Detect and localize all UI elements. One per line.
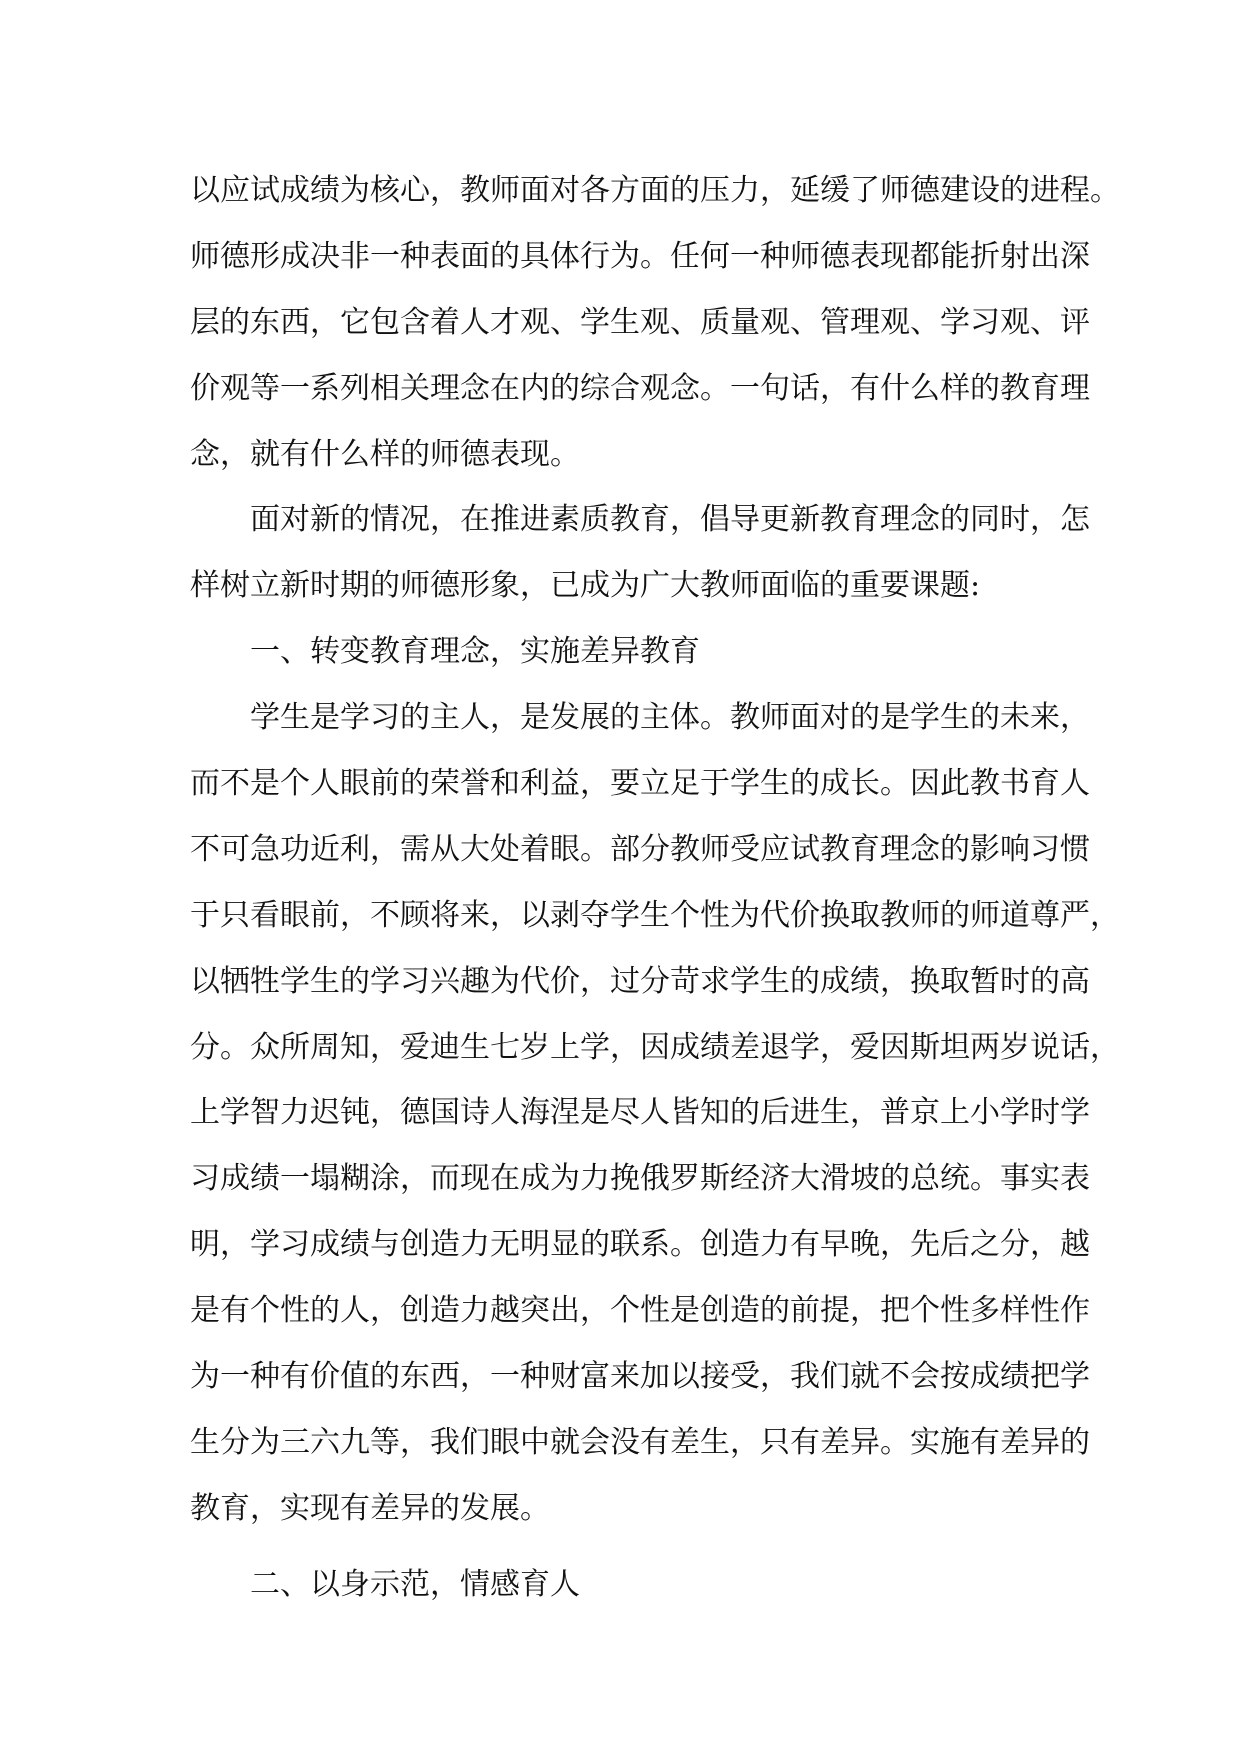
text-line: 师德形成决非一种表面的具体行为。任何一种师德表现都能折射出深	[190, 238, 1090, 274]
text-line: 样树立新时期的师德形象，已成为广大教师面临的重要课题:	[190, 568, 981, 604]
text-line: 是有个性的人，创造力越突出，个性是创造的前提，把个性多样性作	[190, 1293, 1090, 1329]
text-line: 价观等一系列相关理念在内的综合观念。一句话，有什么样的教育理	[190, 370, 1090, 406]
text-line: 不可急功近利，需从大处着眼。部分教师受应试教育理念的影响习惯	[190, 831, 1090, 867]
text-line: 分。众所周知，爱迪生七岁上学，因成绩差退学，爱因斯坦两岁说话，	[190, 1029, 1120, 1065]
text-line: 明，学习成绩与创造力无明显的联系。创造力有早晚，先后之分，越	[190, 1227, 1090, 1263]
text-line: 而不是个人眼前的荣誉和利益，要立足于学生的成长。因此教书育人	[190, 766, 1090, 802]
paragraph	[190, 487, 1090, 619]
section-heading: 二、以身示范，情感育人	[250, 1566, 580, 1602]
section-heading: 一、转变教育理念，实施差异教育	[250, 634, 700, 670]
text-line: 念，就有什么样的师德表现。	[190, 436, 580, 472]
text-line: 以牺牲学生的学习兴趣为代价，过分苛求学生的成绩，换取暂时的高	[190, 963, 1090, 999]
text-line: 面对新的情况，在推进素质教育，倡导更新教育理念的同时，怎	[250, 502, 1090, 538]
text-line: 教育，实现有差异的发展。	[190, 1490, 550, 1526]
text-line: 习成绩一塌糊涂，而现在成为力挽俄罗斯经济大滑坡的总统。事实表	[190, 1161, 1090, 1197]
text-line: 为一种有价值的东西，一种财富来加以接受，我们就不会按成绩把学	[190, 1359, 1090, 1395]
paragraph	[190, 158, 1120, 487]
paragraph	[190, 685, 1120, 1542]
text-line: 层的东西，它包含着人才观、学生观、质量观、管理观、学习观、评	[190, 304, 1090, 340]
paragraph-spacer	[190, 1542, 1056, 1552]
text-line: 于只看眼前，不顾将来，以剥夺学生个性为代价换取教师的师道尊严，	[190, 897, 1120, 933]
text-line: 以应试成绩为核心，教师面对各方面的压力，延缓了师德建设的进程。	[190, 173, 1120, 208]
text-line: 生分为三六九等，我们眼中就会没有差生，只有差异。实施有差异的	[190, 1424, 1090, 1460]
text-line: 学生是学习的主人，是发展的主体。教师面对的是学生的未来，	[250, 700, 1090, 736]
text-line: 上学智力迟钝，德国诗人海涅是尽人皆知的后进生，普京上小学时学	[190, 1095, 1090, 1131]
document-body	[190, 158, 1120, 1618]
